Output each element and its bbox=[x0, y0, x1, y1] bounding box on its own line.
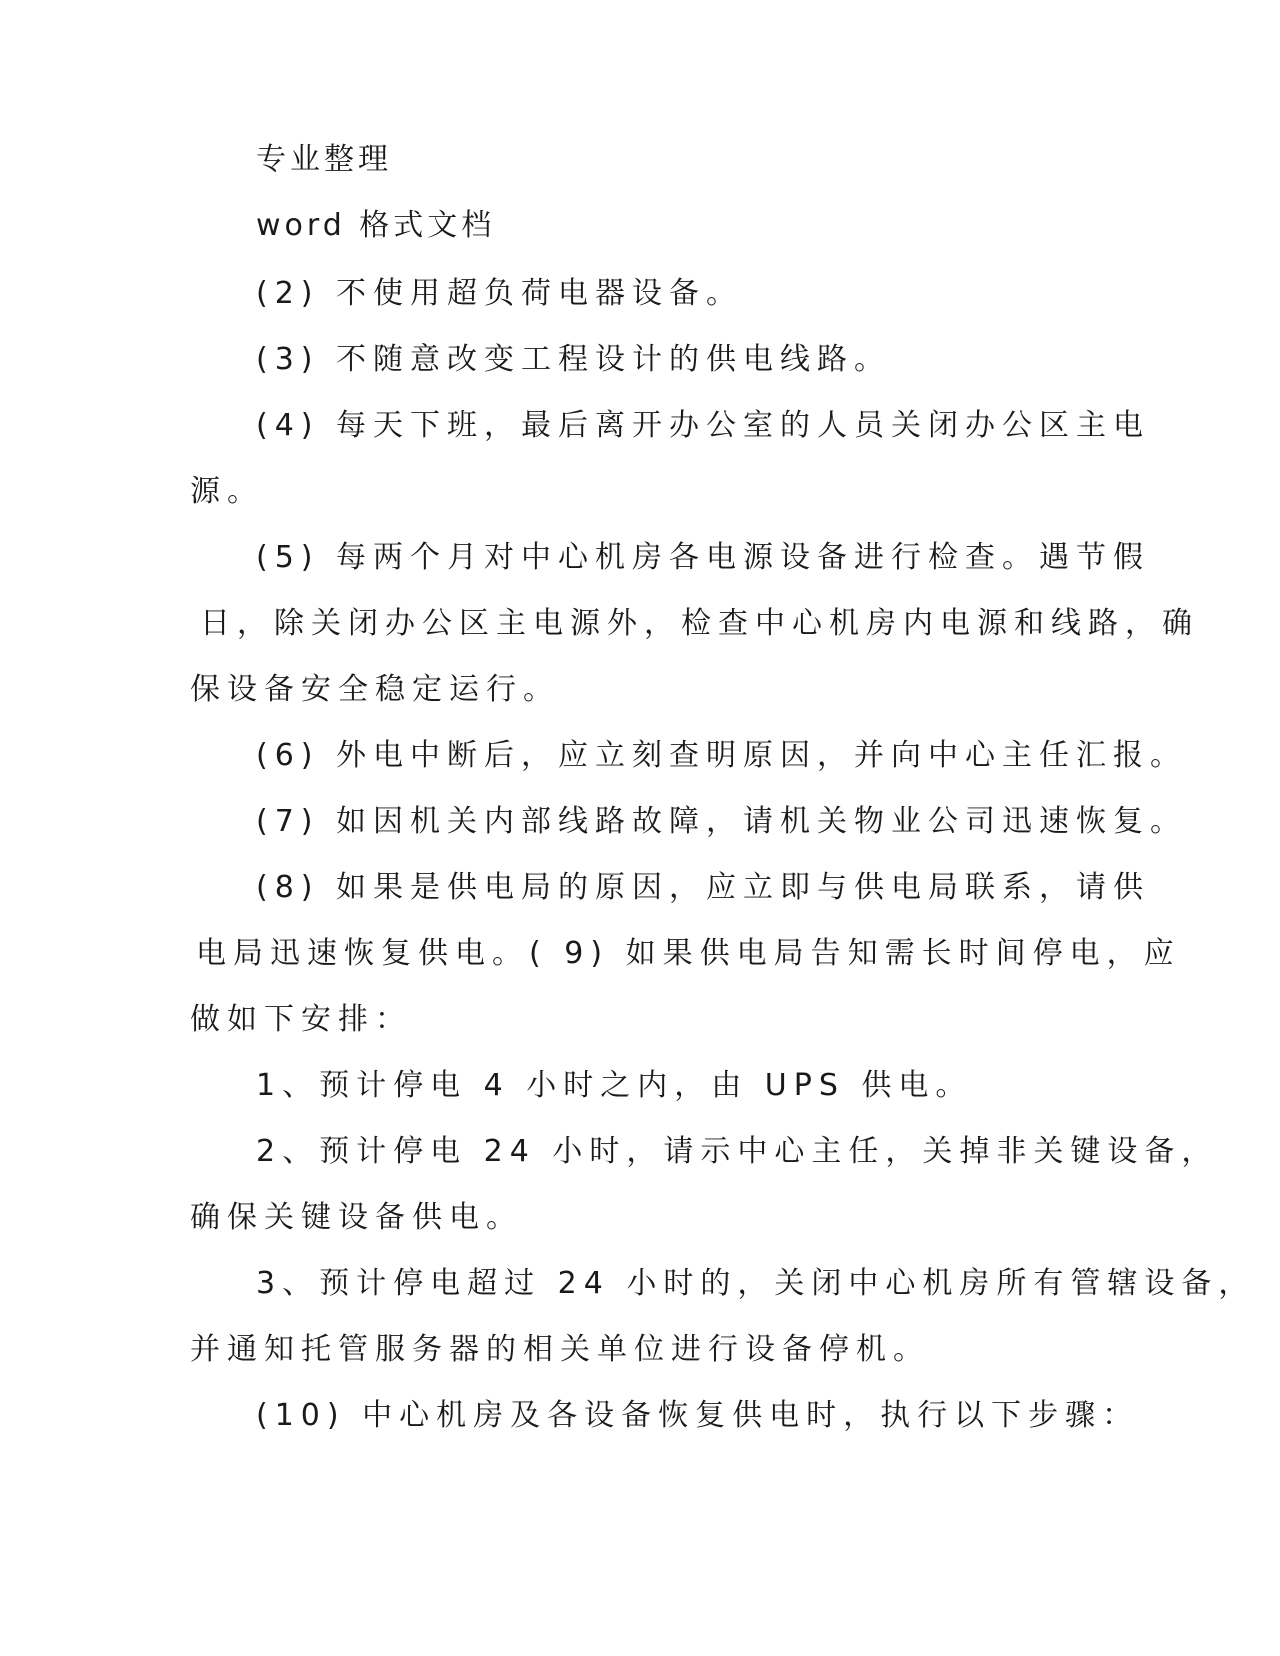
paragraph-line: (4) 每天下班，最后离开办公室的人员关闭办公区主电 bbox=[256, 408, 1151, 443]
paragraph-line: 1、预计停电 4 小时之内，由 UPS 供电。 bbox=[256, 1068, 973, 1103]
paragraph-line: (10) 中心机房及各设备恢复供电时，执行以下步骤： bbox=[256, 1398, 1140, 1433]
header-line-1: 专业整理 bbox=[256, 142, 392, 177]
paragraph-line: 2、预计停电 24 小时，请示中心主任，关掉非关键设备， bbox=[256, 1134, 1219, 1169]
paragraph-line: 并通知托管服务器的相关单位进行设备停机。 bbox=[190, 1332, 930, 1367]
paragraph-line: (7) 如因机关内部线路故障，请机关物业公司迅速恢复。 bbox=[256, 804, 1188, 839]
paragraph-line: 3、预计停电超过 24 小时的，关闭中心机房所有管辖设备， bbox=[256, 1266, 1256, 1301]
paragraph-line: (8) 如果是供电局的原因，应立即与供电局联系，请供 bbox=[256, 870, 1151, 905]
paragraph-line: (2) 不使用超负荷电器设备。 bbox=[256, 276, 744, 311]
header-line-2: word 格式文档 bbox=[256, 208, 496, 243]
paragraph-line: 保设备安全稳定运行。 bbox=[190, 672, 560, 707]
paragraph-line: 电局迅速恢复供电。( 9) 如果供电局告知需长时间停电，应 bbox=[196, 936, 1181, 971]
paragraph-line: 确保关键设备供电。 bbox=[190, 1200, 523, 1235]
paragraph-line: 日，除关闭办公区主电源外，检查中心机房内电源和线路，确 bbox=[200, 606, 1199, 641]
paragraph-line: (5) 每两个月对中心机房各电源设备进行检查。遇节假 bbox=[256, 540, 1151, 575]
paragraph-line: 做如下安排： bbox=[190, 1002, 412, 1037]
paragraph-line: 源。 bbox=[190, 474, 264, 509]
paragraph-line: (3) 不随意改变工程设计的供电线路。 bbox=[256, 342, 892, 377]
paragraph-line: (6) 外电中断后，应立刻查明原因，并向中心主任汇报。 bbox=[256, 738, 1188, 773]
